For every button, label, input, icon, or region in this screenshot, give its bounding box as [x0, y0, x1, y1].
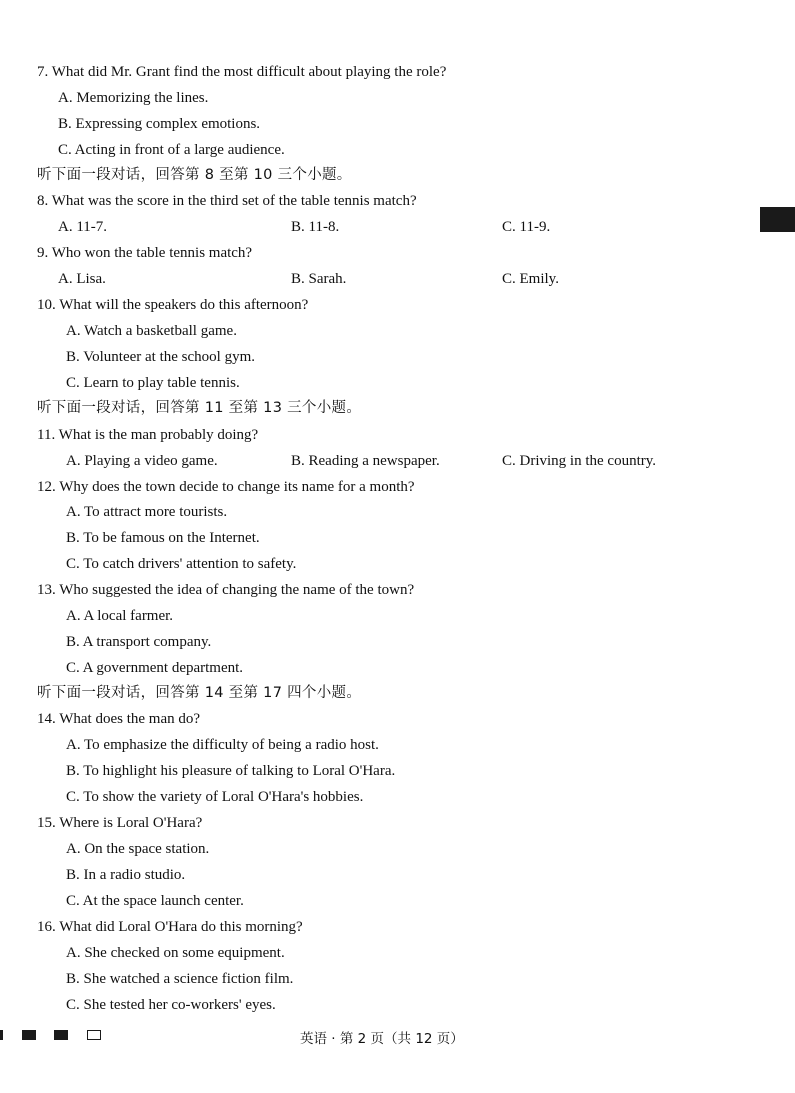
question-14-stem: 14. What does the man do?	[37, 711, 201, 727]
question-12-option-c: C. To catch drivers' attention to safety.	[66, 556, 297, 572]
question-9-option-c: C. Emily.	[502, 271, 559, 287]
section-instruction-11-13: 听下面一段对话，回答第 11 至第 13 三个小题。	[37, 400, 362, 416]
question-15-option-c: C. At the space launch center.	[66, 893, 244, 909]
question-15-option-b: B. In a radio studio.	[66, 867, 186, 883]
question-7-option-c: C. Acting in front of a large audience.	[58, 142, 285, 158]
question-8-stem: 8. What was the score in the third set of the table tennis match?	[37, 193, 417, 209]
question-14-option-b: B. To highlight his pleasure of talking to Loral O'Hara.	[66, 763, 396, 779]
question-9-option-b: B. Sarah.	[291, 271, 347, 287]
question-11-option-a: A. Playing a video game.	[66, 453, 218, 469]
question-10-option-a: A. Watch a basketball game.	[66, 323, 237, 339]
question-16-option-a: A. She checked on some equipment.	[66, 945, 285, 961]
page-number-label: 英语 · 第 2 页（共 12 页）	[300, 1031, 464, 1047]
side-tab-marker	[760, 207, 795, 232]
question-16-option-c: C. She tested her co-workers' eyes.	[66, 997, 276, 1013]
question-16-stem: 16. What did Loral O'Hara do this morning?	[37, 919, 303, 935]
section-instruction-14-17: 听下面一段对话，回答第 14 至第 17 四个小题。	[37, 685, 362, 701]
question-8-options	[0, 217, 795, 237]
question-15-stem: 15. Where is Loral O'Hara?	[37, 815, 203, 831]
question-13-option-b: B. A transport company.	[66, 634, 212, 650]
question-11-option-c: C. Driving in the country.	[502, 453, 657, 469]
question-12-option-a: A. To attract more tourists.	[66, 504, 228, 520]
footer-marker-empty	[87, 1030, 101, 1040]
question-11-option-b: B. Reading a newspaper.	[291, 453, 440, 469]
question-12-stem: 12. Why does the town decide to change its name for a month?	[37, 479, 415, 495]
question-7-option-b: B. Expressing complex emotions.	[58, 116, 261, 132]
question-8-option-a: A. 11-7.	[58, 219, 108, 235]
question-9-stem: 9. Who won the table tennis match?	[37, 245, 253, 261]
question-14-option-a: A. To emphasize the difficulty of being a radio host.	[66, 737, 379, 753]
question-9-option-a: A. Lisa.	[58, 271, 106, 287]
question-10-option-c: C. Learn to play table tennis.	[66, 375, 240, 391]
question-11-options	[0, 451, 795, 471]
question-13-stem: 13. Who suggested the idea of changing the name of the town?	[37, 582, 415, 598]
question-15-option-a: A. On the space station.	[66, 841, 210, 857]
question-10-option-b: B. Volunteer at the school gym.	[66, 349, 256, 365]
section-instruction-8-10: 听下面一段对话，回答第 8 至第 10 三个小题。	[37, 167, 352, 183]
question-11-stem: 11. What is the man probably doing?	[37, 427, 259, 443]
question-13-option-a: A. A local farmer.	[66, 608, 174, 624]
question-12-option-b: B. To be famous on the Internet.	[66, 530, 260, 546]
question-14-option-c: C. To show the variety of Loral O'Hara's hobbies.	[66, 789, 364, 805]
question-8-option-c: C. 11-9.	[502, 219, 551, 235]
footer-marker-solid-2	[54, 1030, 68, 1040]
question-10-stem: 10. What will the speakers do this afternoon?	[37, 297, 309, 313]
question-7-stem: 7. What did Mr. Grant find the most difficult about playing the role?	[37, 64, 447, 80]
question-8-option-b: B. 11-8.	[291, 219, 340, 235]
footer-edge-marker	[0, 1030, 3, 1040]
footer-marker-solid-1	[22, 1030, 36, 1040]
question-9-options	[0, 269, 795, 289]
question-7-option-a: A. Memorizing the lines.	[58, 90, 209, 106]
question-13-option-c: C. A government department.	[66, 660, 244, 676]
question-16-option-b: B. She watched a science fiction film.	[66, 971, 294, 987]
